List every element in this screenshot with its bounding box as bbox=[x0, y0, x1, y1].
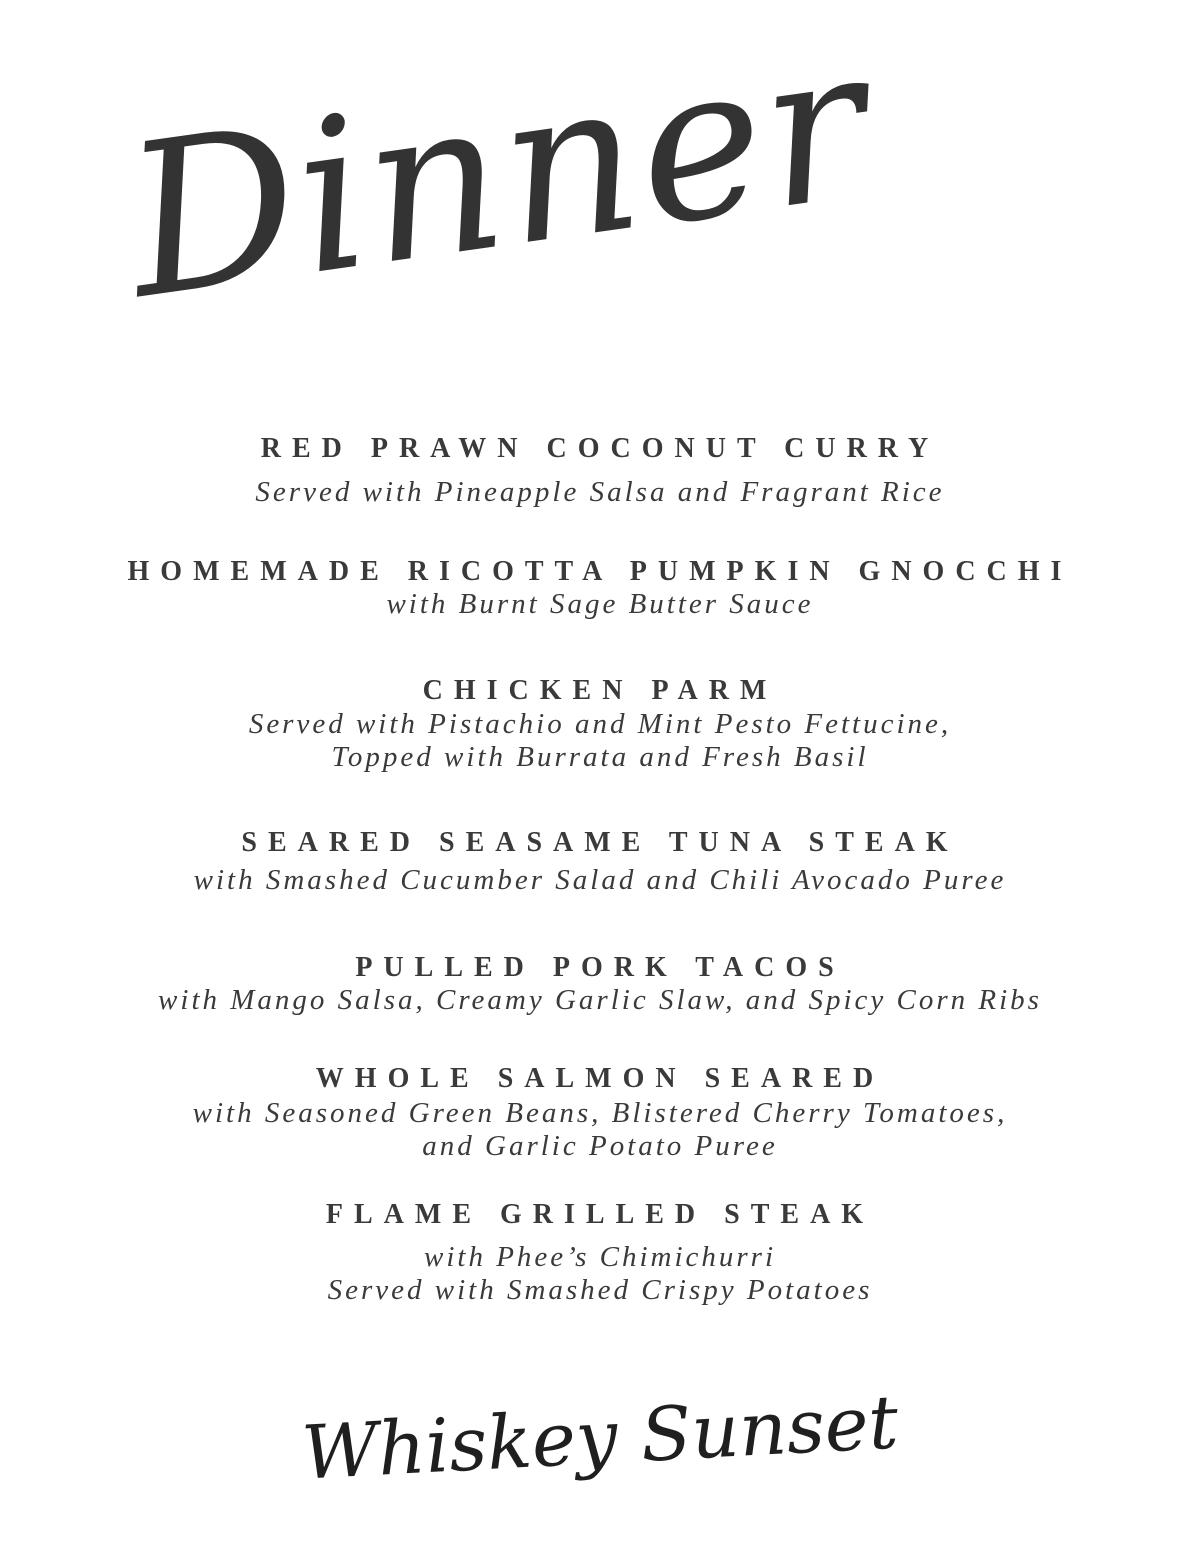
dish-description: Topped with Burrata and Fresh Basil bbox=[331, 741, 869, 773]
menu-item bbox=[0, 555, 1200, 621]
dish-name: FLAME GRILLED STEAK bbox=[325, 1199, 875, 1230]
menu-title: Dinner bbox=[112, 0, 883, 346]
dish-description: with Mango Salsa, Creamy Garlic Slaw, and Spicy Corn Ribs bbox=[158, 984, 1042, 1016]
menu-item bbox=[0, 432, 1200, 509]
dish-description: and Garlic Potato Puree bbox=[422, 1130, 778, 1162]
brand-signature: Whiskey Sunset bbox=[299, 1379, 901, 1497]
menu-item bbox=[0, 951, 1200, 1017]
menu-item bbox=[0, 826, 1200, 897]
menu-item bbox=[0, 1198, 1200, 1307]
dish-description: with Smashed Cucumber Salad and Chili Avocado Puree bbox=[193, 864, 1007, 896]
dish-name: RED PRAWN COCONUT CURRY bbox=[260, 433, 940, 464]
dish-description: with Burnt Sage Butter Sauce bbox=[386, 588, 814, 620]
dish-description: Served with Smashed Crispy Potatoes bbox=[327, 1274, 873, 1306]
menu-item bbox=[0, 1062, 1200, 1163]
dish-description: with Seasoned Green Beans, Blistered Cherry Tomatoes, bbox=[192, 1097, 1008, 1129]
dish-name: WHOLE SALMON SEARED bbox=[315, 1063, 885, 1094]
menu-item bbox=[0, 674, 1200, 774]
dish-name: CHICKEN PARM bbox=[422, 675, 778, 706]
dish-name: HOMEMADE RICOTTA PUMPKIN GNOCCHI bbox=[127, 556, 1073, 587]
dish-description: Served with Pineapple Salsa and Fragrant Rice bbox=[255, 476, 945, 508]
dish-name: PULLED PORK TACOS bbox=[355, 952, 845, 983]
dish-description: with Phee’s Chimichurri bbox=[423, 1241, 777, 1273]
dish-name: SEARED SEASAME TUNA STEAK bbox=[241, 827, 959, 858]
dish-description: Served with Pistachio and Mint Pesto Fettucine, bbox=[248, 708, 952, 740]
